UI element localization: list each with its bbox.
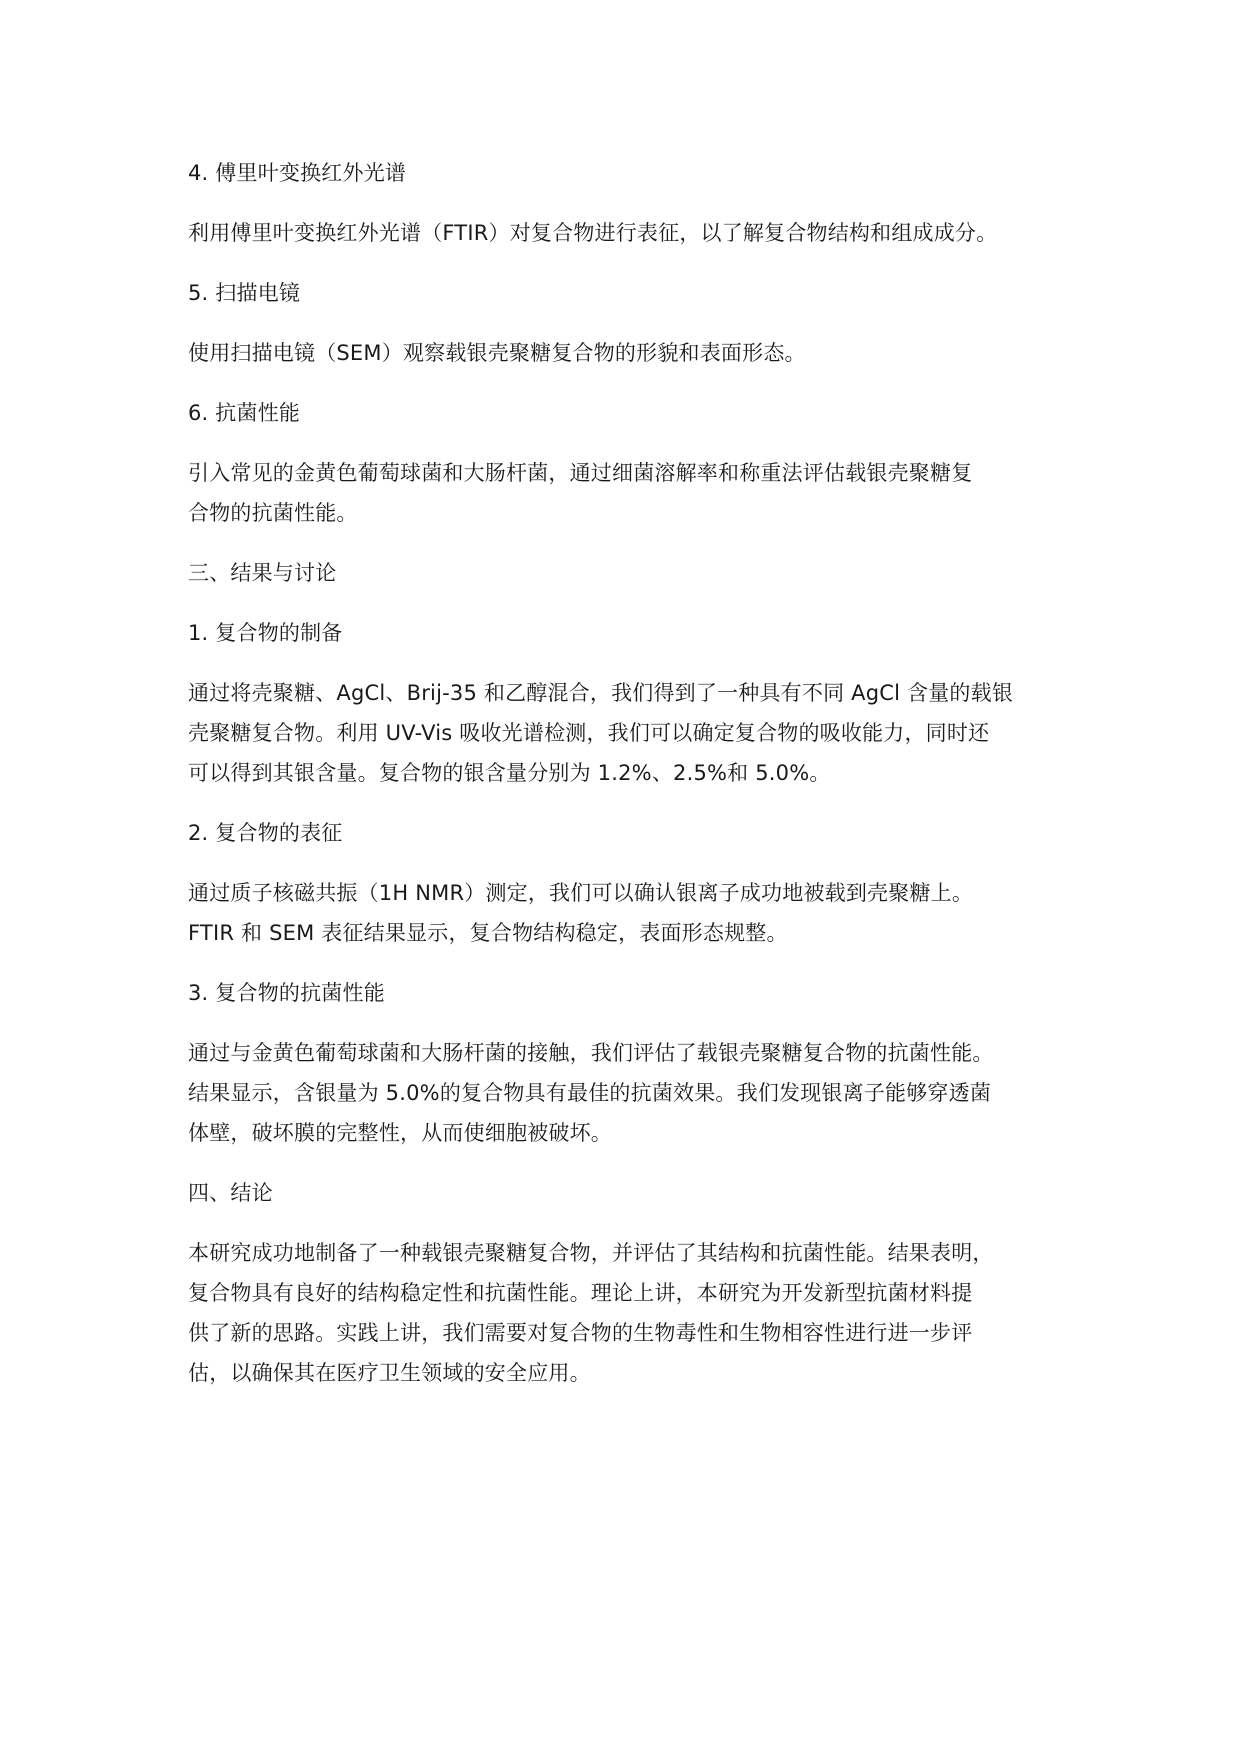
- paragraph-antibacterial-line1: 引入常见的金黄色葡萄球菌和大肠杆菌，通过细菌溶解率和称重法评估载银壳聚糖复: [188, 461, 973, 485]
- paragraph-antibacterial-results-line1: 通过与金黄色葡萄球菌和大肠杆菌的接触，我们评估了载银壳聚糖复合物的抗菌性能。: [188, 1041, 994, 1065]
- paragraph-preparation-line2: 壳聚糖复合物。利用 UV-Vis 吸收光谱检测，我们可以确定复合物的吸收能力，同时还: [188, 721, 990, 745]
- paragraph-antibacterial-line2: 合物的抗菌性能。: [188, 501, 358, 525]
- section-heading-conclusion: 四、结论: [188, 1181, 273, 1205]
- paragraph-conclusion-line4: 估，以确保其在医疗卫生领域的安全应用。: [188, 1361, 591, 1385]
- heading-sem: 5. 扫描电镜: [188, 281, 301, 305]
- paragraph-sem: 使用扫描电镜（SEM）观察载银壳聚糖复合物的形貌和表面形态。: [188, 341, 806, 365]
- paragraph-characterization-line2: FTIR 和 SEM 表征结果显示，复合物结构稳定，表面形态规整。: [188, 921, 788, 945]
- paragraph-conclusion-line3: 供了新的思路。实践上讲，我们需要对复合物的生物毒性和生物相容性进行进一步评: [188, 1321, 973, 1345]
- heading-characterization: 2. 复合物的表征: [188, 821, 343, 845]
- paragraph-preparation-line1: 通过将壳聚糖、AgCl、Brij-35 和乙醇混合，我们得到了一种具有不同 AgCl 含量的载银: [188, 681, 1014, 705]
- paragraph-antibacterial-results-line2: 结果显示，含银量为 5.0%的复合物具有最佳的抗菌效果。我们发现银离子能够穿透菌: [188, 1081, 992, 1105]
- paragraph-conclusion-line2: 复合物具有良好的结构稳定性和抗菌性能。理论上讲，本研究为开发新型抗菌材料提: [188, 1281, 973, 1305]
- heading-ftir: 4. 傅里叶变换红外光谱: [188, 161, 407, 185]
- section-heading-results: 三、结果与讨论: [188, 561, 337, 585]
- paragraph-conclusion-line1: 本研究成功地制备了一种载银壳聚糖复合物，并评估了其结构和抗菌性能。结果表明，: [188, 1241, 994, 1265]
- paragraph-antibacterial-results-line3: 体壁，破坏膜的完整性，从而使细胞被破坏。: [188, 1121, 612, 1145]
- paragraph-characterization-line1: 通过质子核磁共振（1H NMR）测定，我们可以确认银离子成功地被载到壳聚糖上。: [188, 881, 974, 905]
- heading-preparation: 1. 复合物的制备: [188, 621, 343, 645]
- paragraph-preparation-line3: 可以得到其银含量。复合物的银含量分别为 1.2%、2.5%和 5.0%。: [188, 761, 831, 785]
- paragraph-ftir: 利用傅里叶变换红外光谱（FTIR）对复合物进行表征，以了解复合物结构和组成成分。: [188, 221, 998, 245]
- heading-antibacterial: 6. 抗菌性能: [188, 401, 301, 425]
- heading-antibacterial-results: 3. 复合物的抗菌性能: [188, 981, 385, 1005]
